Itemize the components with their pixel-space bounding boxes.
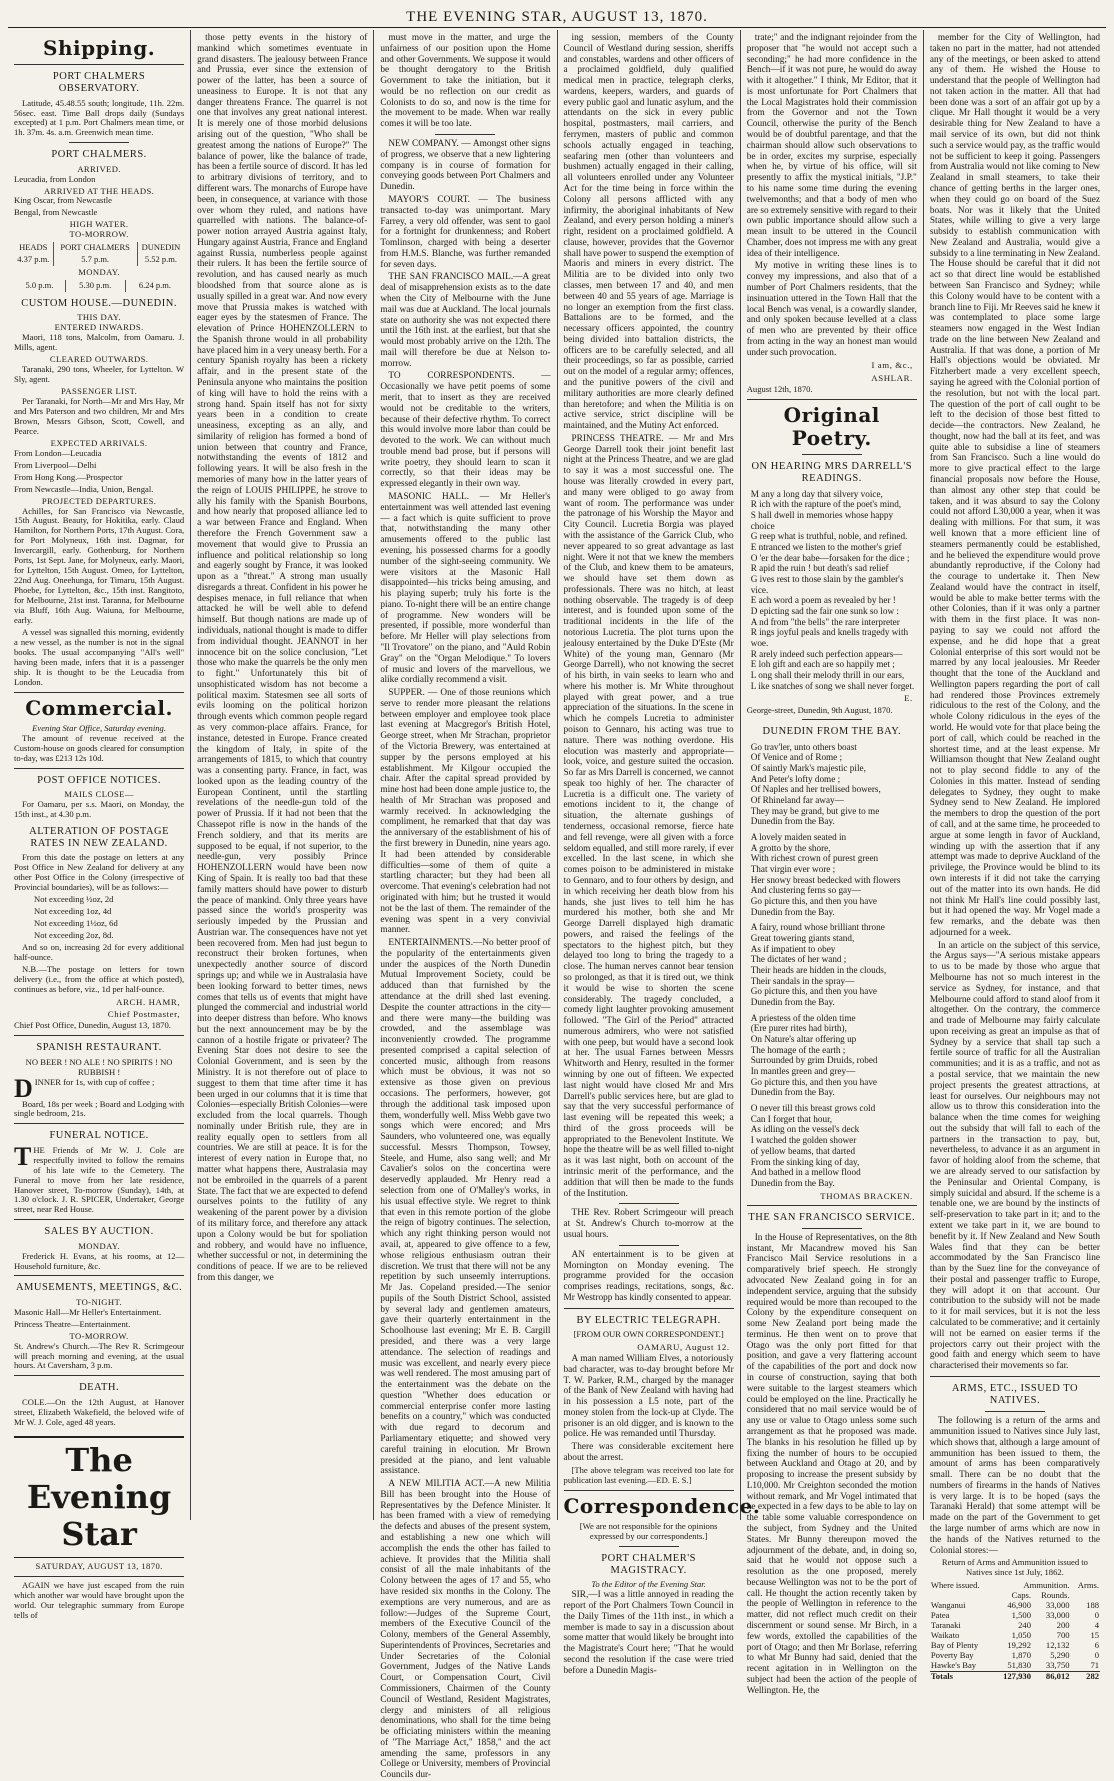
divider <box>802 719 862 720</box>
arms-cell-place: Bay of Plenty <box>930 1640 979 1651</box>
tide-header: HEADS <box>14 242 53 254</box>
column-2 <box>191 30 374 1520</box>
customs-heading: CUSTOM HOUSE.—DUNEDIN. <box>21 297 177 309</box>
poem-line: Her snowy breast bedecked with flowers <box>750 874 901 885</box>
poem-line: As idling on the vessel's deck <box>750 1124 860 1135</box>
news-item-correspondents: TO CORRESPONDENTS. — Occasionally we have petit poems of some merit, that to insert as they are received would not be creditable to the writers, because of their defective rhythm. To correct this would involve more labor than could be devoted to the work. We can without much trouble mend bad prose, but if persons will write poetry, they should learn to scan it correctly, so that their ideas may be expressed elegantly in their own way. <box>380 371 551 490</box>
passenger-heading: PASSENGER LIST. <box>60 385 138 396</box>
arms-cell-caps: 1,500 <box>1011 1610 1031 1621</box>
arms-cell-arms: 0 <box>1094 1650 1100 1661</box>
divider <box>747 1205 917 1206</box>
telegraph-sub: [FROM OUR OWN CORRESPONDENT.] <box>573 1328 724 1339</box>
divider <box>802 454 862 455</box>
poem-line: Dunedin from the Bay. <box>750 906 835 917</box>
telegraph-text: A man named William Elves, a notoriously bad character, was to-day brought before Mr T. W. Parker, R.M., charged by the manager of the Bank of New Zealand with having had in his possession a L5 note, part of the money stolen from the lock-up at Clyde. The prisoner is an old digger, and is known to the police. He was remanded until Thursday. <box>563 1353 734 1440</box>
divider <box>14 1123 184 1124</box>
poem-line: Go picture this, and then you have <box>750 986 877 997</box>
poem-line: E loh gift and each are so happily met ; <box>750 659 895 670</box>
masthead: THE EVENING STAR, AUGUST 13, 1870. <box>8 6 1106 28</box>
arrived-item: Leucadia, from London <box>14 173 96 184</box>
arms-cell-place: Wanganui <box>930 1600 966 1611</box>
amuse-day: TO-MORROW. <box>69 1330 129 1341</box>
divider <box>14 692 184 693</box>
amuse-item: St. Andrew's Church.—The Rev R. Scrimgeour will preach morning and evening, at the usual hours. At Caversham, 3 p.m. <box>14 1340 185 1371</box>
poem-title: ON HEARING MRS DARRELL'S READINGS. <box>751 461 913 485</box>
tide-cell: 5.7 p.m. <box>53 254 137 266</box>
postmaster-location: Chief Post Office, Dunedin, August 13, 1870. <box>14 1020 171 1031</box>
arms-total-arms: 282 <box>1071 1672 1100 1682</box>
postage-heading: ALTERATION OF POSTAGE RATES IN NEW ZEALAND. <box>29 826 170 850</box>
tide-cell: 6.24 p.m. <box>138 280 171 291</box>
poem-line: Of Naples and her trellised bowers, <box>750 784 881 795</box>
cleared-heading: CLEARED OUTWARDS. <box>49 353 149 364</box>
expected-heading: EXPECTED ARRIVALS. <box>50 437 148 448</box>
sales-text: Frederick H. Evans, at his rooms, at 12—Household furniture, &c. <box>14 1250 185 1271</box>
divider <box>14 64 184 65</box>
divider <box>619 1245 679 1246</box>
news-item-militia: A NEW MILITIA ACT.—A new Militia Bill has been brought into the House of Representatives by the Defence Minister. It has been framed with a view of remedying the defects and abuses of the present system, and establishing a new one which will accomplish the ends the other has failed to achieve. It provides that the Militia shall consist of all the male inhabitants of the Colony between the ages of 17 and 55, who have resided six months in the Colony. The exemptions are very numerous, and are as follow:—Judges of the Supreme Court, members of the Executive Council of the Colony, members of the General Assembly, Superintendents of Provinces, Secretaries and Under Secretaries of the Colonial Government, Judges of the Native Lands Court, or Compensation Court, Civil Commissioners, Chairmen of the County Council of Westland, Resident Magistrates, clergy and ministers of all religious denominations, who shall for the time being be officiating ministers within the meaning of "The Marriage Act," 1858," and the act amending the same, professors in any College or University, members of Provincial Councils dur- <box>380 1479 551 1781</box>
funeral-heading: FUNERAL NOTICE. <box>49 1130 149 1142</box>
arms-cell-caps: 51,830 <box>1007 1660 1031 1671</box>
telegraph-place: OAMARU, August 12. <box>637 1341 730 1352</box>
news-item-new-company: NEW COMPANY. — Amongst other signs of progress, we observe that a new lightering company is in course of formation for conveying goods between Port Chalmers and Dunedin. <box>380 139 551 193</box>
rate-text: And so on, increasing 2d for every additional half-ounce. <box>14 942 185 963</box>
news-item-entertainments: ENTERTAINMENTS.—No better proof of the popularity of the entertainments given under the auspices of the North Dunedin Mutual Improvement Society, could be adduced than that furnished by the attendance at the drill shed last evening. Despite the counter attractions in the city—and there were many—the building was crowded, and the assemblage was inconveniently crowded. The programme presented comprised a capital selection of concerted music, although from reasons which must be obvious, it was not so extensive as those given on previous occasions. The performers, however, got through the additional task imposed upon them, wonderfully well. Miss Webb gave two songs which were encored; and Mrs Saunders, who volunteered one, was equally successful. Messrs Thompson, Towsey, Steele, and Hume, also sang well; and Mr Cavalier's solos on the concertina were deservedly applauded. Mr Henry read a selection from one of O'Malley's works, in his usual effective style. We regret to think that even in this remote portion of the globe the reign of bigotry continues. The selection, which any right thinking person would not avail, at, appeared to give offence to a few, whose religious enthusiasm outran their discretion. We trust that there will not be any repetition by such unseemly interruptions. Mr Jas. Copeland presided.—The senior pupils of the South District School, assisted by several lady and gentlemen amateurs, gave their quarterly entertainment in the Schoolhouse last evening; Mr E. B. Cargill presided, and there was a very large attendance. The selection of readings and music was excellent, and nearly every piece was well rendered. The most amusing part of the entertainment was the debate on the question "Whether does education or commercial enterprise confer more lasting benefits on a country," which was conducted with due regard to decorum and Parliamentary etiquette; and showed very careful training in elocution. Mr Brown presided at the piano, and lent valuable assistance. <box>380 938 551 1477</box>
arms-total-label: Totals <box>930 1672 994 1682</box>
port-chalmers-heading: PORT CHALMERS. <box>51 149 147 161</box>
expected-item: From Liverpool—Delhi <box>14 459 97 470</box>
pc-magistracy-heading: PORT CHALMER'S MAGISTRACY. <box>601 1552 696 1577</box>
amuse-day: TO-NIGHT. <box>76 1296 123 1307</box>
rate-item: Not exceeding 2oz, 8d. <box>34 930 114 941</box>
this-day-label: THIS DAY. <box>77 312 121 323</box>
poem-line: I watched the golden shower <box>750 1135 857 1146</box>
poem-line: A priestess of the olden time <box>750 1012 856 1023</box>
poem-line: From the sinking king of day, <box>750 1156 860 1167</box>
editorial-text: those petty events in the history of mankind which sometimes eventuate in grand disasters. The jealousy between France and Prussia, ever since the extension of power of the latter, has been a source of uneasiness to Europe. It is not that any danger threatens France. The quarrel is not one that involves any great national interest. It is merely one of those morbid delusions arising out of the question, "Who shall be greatest among the nations of Europe?" The balance of power, like the balance of trade, has been a fertile source of discord. It has led to arbitrary divisions of territory, and to different wars. The monarchs of Europe have been, in consequence, at variance with those over whom they ruled, and nations have quarrelled with nations. The balance-of-power notion arrayed Austria against Italy, Hungary against Austria, France and England against Russia, numberless people against their rulers. It has been the fertile source of revolution, and has caused nearly as much bloodshed from that source alone as is usually spilled in a great war. And now every move that Prussia makes is watched with eager eyes by the statesmen of France. The elevation of Prince HOHENZOLLERN to the Spanish throne would in all probability have placed him in a very uneasy berth. For a century Spanish royalty has been a rickety affair, and in the present state of the Peninsula anyone who maintains the position of king will have to hold the reins with a strong hand. Spain itself has not for sixty years been in a condition to create uneasiness, excepting as an ally, and similarity of religion has formed a bond of union between that country and France, notwithstanding the events of 1812 and following years. It will be also fresh in the memories of many how in the latter years of the reign of LOUIS PHILIPPE, he strove to ally his family with the Spanish Bourbons, and how nearly that proposed alliance led to a war between France and England. When therefore the French Government saw a movement that would give to Prussia an influence and political relationship so long and eagerly sought by France, it was looked upon as a "threat." A strong man usually disregards a threat. Confident in his power he despises menace, in full reliance that when attacked he will be well able to defend himself. But though nations are made up of individuals, national thought is made to differ from individual thought. JEANNOT in her innocence bit on the solice conclusion, "Let those who make the quarrels be the only men to fight." Unfortunately this bit of unsophisticated wisdom has not become a political maxim. Statesmen see all sorts of evils looming on the political horizon through events which common people regard as very common-place affairs. France, for instance, detested in Europe. France created the kingdom of Italy, in spite of the arrangements of 1815, to which that country was a consenting party. France, in fact, was looked upon as the leading country of the European Continent, until the startling revelations of the needle-gun told of the power of Prussia. If it had not been that the Chassepot rifle is now in the hands of the French soldiery, and that its merits are supposed to be equal, if not superior, to the needle-gun, very possibly Prince HOHENZOLLERN would have been now King of Spain. It is really too bad that these family matters should have power to disturb the peace of mankind. Only three years have passed since the world's prosperity was seriously impeded by the Prussian and Austrian war. The consequences have not yet been recovered from. Men had just begun to reconstruct their broken fortunes, when unexpectedly another source of discord springs up; and while we in Australasia have been looking forward to better times, news comes that tells us of events that might have plunged the commercial and industrial world into deeper distress than before. Who knows but the next announcement may be by the cannon of a hostile frigate or privateer? The Evening Star does not desire to see the Colonial Government, and is seen by the Ministry. It is not therefore out of place to suggest to them that time after time it has been urged in our columns that it is time that Colonies—especially British Colonies—were excluded from the local quarrels. Though nominally under British rule, they are in reality equally open to settlers from all countries. We are still at peace. It is for the interest of every nation in Europe that, no matter what happens there, Australasia may not be embroiled in the quarrels of a parent State. The fact that we are expected to defend ourselves points to the futility of any weakening of the parent power by a division of its military force, and therefore any attack upon a Colony would be but for spoliation and robbery, and would have no influence, whether successful or not, in determining the conditions of peace. If we are to be relieved from this danger, we <box>197 33 368 1283</box>
news-item-princess-theatre: PRINCESS THEATRE. — Mr and Mrs George Darrell took their joint benefit last night at the Princess Theatre, and we are glad to say it was a most successful one. The house was literally crowded in every part, and many were obliged to go away from want of room. The performance was under the patronage of his Worship the Mayor and City Council. Lucretia Borgia was played with the assistance of the Garrick Club, who never appeared to so great advantage as last night. Were it not that we knew the members of the Club, and knew them to be amateurs, we should have set them down as professionals. There was no hitch, at least nothing observable. The tragedy is of deep interest, and is founded upon some of the traditional incidents in the life of the notorious Lucretia. The plot turns upon the jealousy entertained by the Duke D'Este (Mr White) of the young man, Gennaro (Mr George Darrell), who not knowing the secret of his birth, in vain seeks to learn who and where his mother is. Mr White throughout played with great power, and a true appreciation of the situations. In the scene in which he compels Lucretia to administer poison to Gennaro, his acting was true to nature. There was nothing overdone. His elocution was masterly and appropriate—look, voice, and gesture suited the occasion. So far as Mrs Darrell is concerned, we cannot speak too highly of her. The character of Lucretia is a difficult one. The variety of emotions incident to it, the change of situation, the alternate gushings of tenderness, occasional remorse, fierce hate and fell revenge, were all given with a force seldom equalled, and still more rarely, if ever excelled. In the last scene, in which she comes poison to be administered in mistake to Gennaro, and to four others by design, and in which receiving her death blow from his hands, she just lives to tell him he has murdered his mother, both she and Mr George Darrell displayed high dramatic powers, and raised the feelings of the spectators to the highest pitch, but they delayed too long to bring the tragedy to a close. The human nerves cannot bear tension so prolonged, as that it is tired out, we think it would be wise to shorten the scene considerably. The tragedy concluded, a comedy light laughter provoking amusement followed. "The Girl of the Period" attracted numerous admirers, who were not satisfied with one peep, but would have a second look at her. The usual Farnes between Messrs Whitworth and Henry, resulted in the former winning by one out of fifteen. We expected last night would have closed Mr and Mrs Darrell's public services here, but are glad to say that the very successful performance of last evening will be repeated this week; a third of the gross proceeds will be appropriated to the Benevolent Institute. We hope the theatre will be as well filled to-night as it was last night, both on account of the intrinsic merit of the performance, and the addition that will then be made to the funds of the Institution. <box>563 433 734 1199</box>
arms-cell-place: Patea <box>930 1610 950 1621</box>
editorial-lead: AGAIN we have just escaped from the ruin which another war would have brought upon the world. Our telegraphic summary from Europe tells of <box>14 1579 185 1620</box>
poem-line: The dictates of her wand ; <box>750 954 847 965</box>
arms-cell-place: Waikato <box>930 1630 960 1641</box>
argus-article: In an article on the subject of this service, the Argus says—"A serious mistake appears to us to be made by those who argue that Melbourne has not so much interest in the service as Sydney, for instance, and that Melbourne could afford to stand aloof from it altogether. On the contrary, the commerce and trade of Melbourne may fairly calculate upon receiving as great an impulse as that of Sydney by a service that shall tap such a fertile source of traffic for all the Australian communities; and it is as a traffic, and not as a postal service, that we maintain the new project presents the greatest attractions, at least for ourselves. Our neighbours may not allow us to throw this consideration into the balance when the time comes for weighing out the subsidy that will fall to each of the partners in the transaction to pay, but, nevertheless, to advance it as an argument in favor of holding aloof from the scheme, that we are already served to our satisfaction by the Peninsular and Oriental Company, is simply suicidal and absurd. If the scheme is a tenable one, we are bound by the instincts of self-preservation to take part in it; and to the extent we take part in it, we are bound to benefit by it. If New Zealand and New South Wales find that they can be better accommodated by the San Francisco line than by the Suez line for the conveyance of their postal and passenger traffic to Europe, they will adopt it on that account. Our contribution to the subsidy will not be made to it for mail services, but it is not the less calculated to be commerative; and it certainly will not be earned on easier terms if the projectors carry out their project with the good faith and energy which seem to have characterised their movements so far. <box>929 940 1101 1372</box>
poem-line: On Nature's altar offering up <box>750 1034 857 1045</box>
poem-line: And Peter's lofty dome ; <box>750 773 841 784</box>
news-item-mornington: AN entertainment is to be given at Mornington on Monday evening. The programme provided for the occasion comprises readings, recitations, songs, &c. Mr Westropp has kindly consented to appear. <box>563 1249 734 1303</box>
poem-line: R apid the ruin ! but death's sad relief <box>750 563 889 574</box>
projected-text: Achilles, for San Francisco via Newcastle, 15th August. Beauty, for Hokitika, early. Claud Hamilton, for Northern Ports, 17th August. Cora, for Port Molyneux, 16th inst. Dagmar, for Invercargill, early. Gothenburg, for Northern Ports, 1st Sept. Jane, for Molyneux, early. Maori, for Lyttelton, 15th August. Omeo, for Lyttelton, 22nd Aug. Oneehunga, for Timaru, 15th August. Phoebe, for Lyttelton, &c., 15th inst. Rangitoto, for Melbourne, 21st inst. Taranna, for Melbourne via Bluff, 16th Aug. Waiuna, for Melbourne, early. <box>14 505 185 626</box>
arms-table-title: Return of Arms and Ammunition issued to Natives since 1st July, 1862. <box>941 1557 1088 1578</box>
sf-service-text: In the House of Representatives, on the 8th instant, Mr Macandrew moved his San Francisco Mail Service resolutions in a comparatively brief speech. He strongly advocated New Zealand going in for an independent service, arguing that the subsidy required would be more than recouped to the Colony by the expenditure consequent on some New Zealand port being made the terminus. He then went on to prove that Otago was the only port fitted for that position, and gave a very flattering account of the capabilities of the port and dock now in course of construction, saying that both were suitable to the largest steamers which could be employed on the line. Practically he considered that no mail service would be of any use or value to Otago unless some such arrangement as that he proposed was made. The blanks in his resolution he filled up by fixing the number of hours to be occupied between Auckland and Otago at 20, and by proposing to increase the present subsidy by L10,000. Mr Creighton seconded the motion without remark, and Mr Vogel intimated that he expected in a few days to be able to lay on the table some valuable correspondence on the subject, from Sydney and the United States. Mr Bunny thereupon moved the adjournment of the debate, and, in doing so, said that he would not oppose such a resolution as the one proposed, merely because Wellington was not to be the port of call. He thought the action recently taken by the people of Wellington in reference to the matter, did not reflect much credit on their discernment or sound sense. Mr Birch, in a few words, extolled the capabilities of the port of Otago; and then Mr Borlase, referring to what Mr Bunny had said, denied that the recent agitation in in Wellington on the subject had been the action of the people of Wellington. He, the <box>746 1232 917 1696</box>
divider <box>619 1546 679 1547</box>
divider <box>14 1219 184 1220</box>
poem-line: As if impatient to obey <box>750 943 836 954</box>
arms-total-rounds: 86,012 <box>1032 1672 1071 1682</box>
poem-place: George-street, Dunedin, 9th August, 1870. <box>746 704 893 715</box>
divider <box>564 1490 734 1491</box>
heads-item: King Oscar, from Newcastle <box>14 195 112 206</box>
poem-title: DUNEDIN FROM THE BAY. <box>762 726 902 738</box>
entered-text: Maori, 118 tons, Malcolm, from Oamaru. J. Mills, agent. <box>14 332 185 352</box>
arms-cell-place: Poverty Bay <box>930 1650 974 1661</box>
poem-line: Of saintly Mark's majestic pile, <box>750 762 866 773</box>
divider <box>69 142 129 143</box>
poem-line: Their sandals in the spray— <box>750 975 855 986</box>
divider <box>747 399 917 400</box>
arms-table-body <box>930 1601 1100 1671</box>
correspondence-note: [We are not responsible for the opinions expressed by our correspondents.] <box>579 1520 718 1541</box>
poem-line: Great towering giants stand, <box>750 933 855 944</box>
news-item-sf-mail: THE SAN FRANCISCO MAIL.—A great deal of misapprehension exists as to the date when the City of Melbourne with the June mail was due at Auckland. The local journals state on authority she was not expected there until the 16th inst. at the earliest, but that she would most probably arrive on the 12th. The mail will therefore be due at Nelson to-morrow. <box>380 272 551 369</box>
poem-line: And bathed in a mellow flood <box>750 1167 861 1178</box>
amusements-heading: AMUSEMENTS, MEETINGS, &C. <box>15 1282 183 1294</box>
poem-line: A fairy, round whose brilliant throne <box>750 922 885 933</box>
tide-table <box>14 242 184 266</box>
entered-heading: ENTERED INWARDS. <box>54 322 144 333</box>
poem-acrostic <box>747 489 917 692</box>
poem-line: A grotto by the shore, <box>750 842 831 853</box>
poem-line: R ich with the rapture of the poet's mind, <box>750 499 902 510</box>
commercial-text: The amount of revenue received at the Custom-house on goods cleared for consumption to-day, was £213 12s 10d. <box>14 733 185 764</box>
arms-cell-rounds: 5,290 <box>1050 1650 1070 1661</box>
tide-day-label: TO-MORROW. <box>69 229 129 240</box>
sales-heading: SALES BY AUCTION. <box>44 1226 154 1238</box>
poem-line: R ings joyful peals and knells tragedy with woe. <box>750 627 909 648</box>
divider <box>14 1275 184 1276</box>
postage-text: From this date the postage on letters at any Post Office in New Zealand for delivery at any other Post Office in the Colony (irrespective of Provincial boundaries), will be as follows:— <box>14 852 185 893</box>
telegraph-note: [The above telegram was received too late for publication last evening.—ED. E. S.] <box>563 1464 734 1485</box>
passenger-text: Per Taranaki, for North—Mr and Mrs Hay, Mr and Mrs Paterson and two children, Mr and Mrs Brown, Messrs Gibson, Scott, Cowell, and Pearce. <box>14 395 185 436</box>
poem-line: R arely indeed such perfection appears— <box>750 648 903 659</box>
poem-signature: E. <box>904 693 913 704</box>
poem-line: M any a long day that silvery voice, <box>750 488 883 499</box>
arms-table <box>930 1581 1100 1682</box>
column-1 <box>8 30 191 1620</box>
sales-day: MONDAY. <box>78 1240 120 1251</box>
arms-cell-caps: 46,900 <box>1007 1600 1031 1611</box>
sf-service-heading: THE SAN FRANCISCO SERVICE. <box>748 1211 916 1223</box>
arms-text: The following is a return of the arms and ammunition issued to Natives since July last, which shows that, although a large amount of ammunition has been issued to them, the amount of arms has been comparatively small. There can be no doubt that the numbers of firearms in the hands of Natives is very large. It is to be hoped (says the Taranaki Herald) that some attempt will be made on the part of the Government to get the large number of arms which are now in the hands of the Natives returned to the Colonial stores:— <box>929 1416 1101 1556</box>
poem-line: E ach word a poem as revealed by her ! <box>750 595 896 606</box>
rate-item: Not exceeding ½oz, 2d <box>34 894 114 905</box>
poem-line: O 'er the dear babe—forsaken for the dice ; <box>750 552 910 563</box>
news-item-rev: THE Rev. Robert Scrimgeour will preach at St. Andrew's Church to-morrow at the usual hours. <box>563 1208 734 1240</box>
editorial-conclusion: must move in the matter, and urge the unfairness of our position upon the Home and other Governments. We suppose it would be thought derogatory to the British Government to take the initiation, but it would be no reflection on our credit as Colonists to do so, and now is the time for the movement to be made. When war really comes it will be too late. <box>380 33 551 130</box>
divider <box>930 1376 1100 1377</box>
poem-line: That virgin ever wore ; <box>750 864 836 875</box>
arrived-heading: ARRIVED. <box>77 163 121 174</box>
poem-line: Go picture this, and then you have <box>750 896 877 907</box>
arms-cell-arms: 188 <box>1086 1600 1100 1611</box>
arms-cell-caps: 1,870 <box>1011 1650 1031 1661</box>
commercial-heading: Commercial. <box>25 695 173 720</box>
arms-cell-caps: 19,292 <box>1007 1640 1031 1651</box>
dinner-text: INNER for 1s, with cup of coffee ; <box>34 1076 155 1087</box>
tide-cell: 5.0 p.m. <box>14 280 65 292</box>
poem-line: Dunedin from the Bay. <box>750 997 835 1008</box>
sf-service-continued: member for the City of Wellington, had taken no part in the matter, had not attended any of the meetings, or been asked to attend any of them. He wished the House to understand that the people of Wellington had not taken action in the matter. All that had been done was a sort of an affair got up by a clique. Mr Hall thought it would be a very desirable thing for New Zealand to have a mail service of its own, but did not think such a service would pay, as the traffic would not be sufficient to keep it going. Passengers from Australia would not like coming to New Zealand in small steamers, to take their chance of getting berths in the larger ones, when they could go on board of the Suez boats. Nor was it likely that the United States, while willing to give a very large subsidy to establish communication with New Zealand and Australia, would give a subsidy to a line terminating in New Zealand. The House should be careful that it did not act so that direct line would be established between San Francisco and Sydney; while this Colony would have to be content with a branch line to Fiji. Mr Reeves said he knew it was contemplated to place some large steamers now engaged in the West Indian trade on the line between New Zealand and Australia. If that was done, a portion of Mr Hall's objections would be obviated. Mr Fitzherbert made a very excellent speech, saying he agreed with the Colonial portion of the resolution, but not with the local part. The question of the port of call ought to be left to the decision of those best fitted to decide—the contractors. New Zealand, he thought, now had the ball at its feet, and was quite able to subsidise a line of steamers from San Francisco. Such a line would do more to give practical effect to the large financial proposals now before the House, than almost any other step that could be taken, and it was absurd to say the Colony could not afford L30,000 a year, when it was dealing with millions. For that sum, it was well known that a more efficient line of steamers permanently could be established, and he believed the expenditure would prove abundantly reproductive, if the Colony had the courage to undertake it. Then New Zealand would have the contract in itself, would be able to make better terms with the other Colonies, than if it was only a partner with them in the first place. It was non-paying to say we could not afford the expense, and he did hope that a great Colonial enterprise of this sort would not be marred by any local jealousies. Mr Reeder thought that the tone of the Auckland and Wellington papers regarding the port of call had rendered those Provinces extremely ridiculous to the rest of the Colony, and the whole Colony ridiculous in the eyes of the world. He would vote for that place being the port of call, which could be reached in the shortest time, and at the least expense. Mr Williamson thought that New Zealand ought not to play second fiddle to any of the Colonies in this matter. Instead of sending delegates to Sydney, they ought to make Sydney send to New Zealand. He implored the members to drop the question of the port of call, and at the same time, he proceeded to argue at some length in favor of Auckland, winding up with the assertion that if any attempt was made to deprive Auckland of the privilege, the Province would be blind to its own interests if it did not take the carrying out of the matter into its own hands. He did not think Mr Hall's line could possibly last, but it had opened the way. Mr Vogel made a few remarks, and the debate was then adjourned for a week. <box>929 33 1101 938</box>
pc-magistracy-to: To the Editor of the Evening Star. <box>591 1579 706 1590</box>
heads-heading: ARRIVED AT THE HEADS. <box>43 185 155 196</box>
death-text: COLE.—On the 12th August, at Hanover street, Elizabeth Wakefield, the beloved wife of Mr W. J. Cole, aged 48 years. <box>14 1396 185 1427</box>
poem-line: (Ere purer rites had birth), <box>750 1023 847 1034</box>
divider <box>14 1375 184 1376</box>
divider <box>14 1576 184 1577</box>
arms-row <box>930 1661 1100 1671</box>
expected-item: From London—Leucadia <box>14 447 102 458</box>
arms-cell-rounds: 33,000 <box>1045 1600 1070 1611</box>
poem-line: Their heads are hidden in the clouds, <box>750 965 887 976</box>
arms-cell-arms: 4 <box>1094 1620 1100 1631</box>
arms-col-header: Caps. <box>1011 1590 1031 1601</box>
rate-item: Not exceeding 1½oz, 6d <box>34 918 118 929</box>
telegraph-text-2: There was considerable excitement here about the arrest. <box>563 1442 734 1463</box>
mails-text: For Oamaru, per s.s. Maori, on Monday, the 15th inst., at 4.30 p.m. <box>14 799 185 820</box>
columns <box>8 30 1106 1781</box>
column-6 <box>924 30 1106 1682</box>
poem-line: G ives rest to those slain by the gambler's vice. <box>750 573 904 595</box>
poem-line: Dunedin from the Bay. <box>750 1177 835 1188</box>
divider <box>802 1228 862 1229</box>
expected-item: From Newcastle—India, Union, Bengal. <box>14 483 154 494</box>
shipping-heading: Shipping. <box>43 36 156 60</box>
column-3 <box>374 30 557 1781</box>
amuse-item: Masonic Hall—Mr Heller's Entertainment. <box>14 1306 162 1317</box>
column-5 <box>741 30 924 1696</box>
poem-line: Can I forget that hour, <box>750 1113 833 1124</box>
divider <box>435 134 495 135</box>
arms-cell-caps: 240 <box>1018 1620 1031 1631</box>
news-item-mayors-court: MAYOR'S COURT. — The business transacted to-day was unimportant. Mary Farrey, a very old offender, was sent to gaol for a fortnight for drunkenness; and Robert Tomlinson, charged with being a deserter from H.M.S. Blanche, was further remanded for seven days. <box>380 194 551 270</box>
arms-col-header: Arms. <box>1077 1580 1100 1591</box>
pc-magistracy-text: SIR,—I was a little annoyed in reading the report of the Port Chalmers Town Council in the Daily Times of the 11th inst., in which a member is made to say in a discussion about some matter that would likely be brought into the Magistrate's Court here; "That he would second the resolution if the case were tried before a Dunedin Magis- <box>563 1590 734 1676</box>
drop-cap: D <box>14 1073 33 1103</box>
arms-col-header: Rounds. <box>1041 1590 1070 1601</box>
letter-continued: trate;" and the indignant rejoinder from the proposer that "he would not accept such a seconding;" he had more confidence in the Bench—if it was not pure, he would do away with it altogether." I think, Mr Editor, that it is most unfortunate for Port Chalmers that the Local Magistrates hold their commission from the Governor and not the Town Council, otherwise the purity of the Bench would be of doubtful parentage, and that the chairman should allow such observations to be in order, excites my surprise, especially when he, by virtue of his office, will sit presently to affix the mystical initials, "J.P." to his name some time during the evening twelvemonths; and that a body of men who are so extremely sensitive with regard to their own public importance should allow such a mean insult to be uttered in the Council Chamber, does not impress me with any great idea of their intelligence. <box>746 33 917 259</box>
tide-cell: 5.30 p.m. <box>65 280 125 292</box>
cleared-text: Taranaki, 290 tons, Wheeler, for Lyttelton. W Sly, agent. <box>14 363 185 384</box>
poem-line: S hall dwell in memories whose happy choice <box>750 509 894 531</box>
poetry-heading: Original Poetry. <box>783 402 880 450</box>
poem-line: Dunedin from the Bay. <box>750 1087 835 1098</box>
arms-cell-arms: 15 <box>1090 1630 1100 1641</box>
projected-heading: PROJECTED DEPARTURES. <box>41 495 157 506</box>
tide-table <box>14 280 184 292</box>
poem-line: A lovely maiden seated in <box>750 832 847 843</box>
arms-cell-rounds: 700 <box>1056 1630 1070 1641</box>
arms-cell-rounds: 33,000 <box>1045 1610 1070 1621</box>
poem-line: O never till this breast grows cold <box>750 1103 876 1114</box>
arms-heading: ARMS, ETC., ISSUED TO NATIVES. <box>951 1382 1079 1407</box>
spanish-heading: SPANISH RESTAURANT. <box>36 1042 162 1054</box>
death-heading: DEATH. <box>79 1382 120 1394</box>
letter-sign-off: I am, &c., <box>871 360 913 371</box>
poem-line: Of Rhineland far away— <box>750 795 844 805</box>
funeral-text: HE Friends of Mr W. J. Cole are respectfully invited to follow the remains of his late wife to the Cemetery. The Funeral to move from her late residence, Hanover street, To-morrow (Sunday), 14th, at 1.30 o'clock. J. R. SPICER, Undertaker, George street, near Red House. <box>14 1144 185 1215</box>
poem-line: E ntranced we listen to the mother's grief <box>750 541 902 552</box>
rate-item: Not exceeding 1oz, 4d <box>34 906 112 917</box>
divider <box>14 1035 184 1036</box>
post-office-heading: POST OFFICE NOTICES. <box>37 775 162 787</box>
poem-line: G reep what is truthful, noble, and refined. <box>750 531 908 542</box>
arms-cell-arms: 71 <box>1090 1660 1100 1671</box>
high-water-heading: HIGH WATER. <box>69 219 129 230</box>
drop-cap: T <box>14 1141 32 1171</box>
arms-cell-arms: 0 <box>1094 1610 1100 1621</box>
correspondence-heading: Correspondence. <box>563 1493 761 1518</box>
board-text: Board, 18s per week ; Board and Lodging with single bedroom, 21s. <box>14 1098 185 1119</box>
news-item-masonic-hall: MASONIC HALL. — Mr Heller's entertainment was well attended last evening — a fact which is quite sufficient to prove that, notwithstanding the many other amusements offered to the public last evening, his possessed charms for a goodly number of the sight-seeing community. We were visitors at the Masonic Hall disappointed—his tricks being amusing, and his playing superb; truly his forte is the piano. To-night there will be an entire change of programme. New wonders will be presented, if possible, more wonderful than before. Mr Heller will play selections from "Il Trovatore" on the piano, and "Auld Robin Gray" on the "Organ Melodique." To lovers of music and lovers of the marvellous, we alike cordially recommend a visit. <box>380 492 551 686</box>
arms-cell-caps: 1,050 <box>1011 1630 1031 1641</box>
amuse-item: Princess Theatre—Entertainment. <box>14 1318 131 1329</box>
letter-signature: ASHLAR. <box>871 372 913 383</box>
arms-cell-rounds: 33,750 <box>1045 1660 1070 1671</box>
divider <box>14 768 184 769</box>
poem-line: In mantles green and grey— <box>750 1066 856 1077</box>
tide-header: PORT CHALMERS <box>53 242 137 254</box>
poem-line: A nd from "the bells" the rare interpreter <box>750 616 900 627</box>
spanish-sub: NO BEER ! NO ALE ! NO SPIRITS ! NO RUBBISH ! <box>25 1056 173 1077</box>
postmaster-name: ARCH. HAMR, <box>116 997 181 1008</box>
expected-item: From Hong Kong.—Prospector <box>14 471 123 482</box>
tide-header: DUNEDIN <box>141 242 181 253</box>
poem-line: Go picture this, and then you have <box>750 1076 877 1087</box>
tide-cell: 5.52 p.m. <box>144 254 178 265</box>
tide-cell: 4.37 p.m. <box>14 254 53 266</box>
poem-line: With richest crown of purest green <box>750 853 879 864</box>
arms-cell-arms: 6 <box>1094 1640 1100 1651</box>
mails-heading: MAILS CLOSE— <box>64 789 134 800</box>
poem-line: The homage of the earth ; <box>750 1044 846 1055</box>
poem-line: Go trav'ler, unto others boast <box>750 741 857 752</box>
arms-cell-place: Hawke's Bay <box>930 1660 977 1671</box>
observatory-text: Latitude, 45.48.55 south; longitude, 11h. 22m. 56sec. east. Time Ball drops daily (Sundays excepted) at 1 p.m. Port Chalmers mean time, or 1h. 37m. 4s. a.m. Greenwich mean time. <box>14 97 185 138</box>
divider <box>564 1308 734 1309</box>
paper-title: The Evening Star <box>14 1436 184 1558</box>
observatory-heading: PORT CHALMERS OBSERVATORY. <box>52 71 146 95</box>
poem-line: Dunedin from the Bay. <box>750 816 835 827</box>
arms-total-caps: 127,930 <box>994 1672 1032 1682</box>
arms-col-header: Ammunition. <box>1023 1580 1070 1591</box>
poem-line: of yellow beams, that darted <box>750 1145 856 1156</box>
news-item-supper: SUPPER. — One of those reunions which serve to render more pleasant the relations between employer and employee took place last evening at Macgregor's British Hotel, George street, when Mr Strachan, proprietor of the Victoria Brewery, was entertained at supper by the persons employed at his establishment. Mr Kilgour occupied the chair. After the capital spread provided by mine host had been done ample justice to, the health of Mr Strachan was proposed and warmly received. In acknowledging the compliment, he remarked that that day was the anniversary of the establishment of his of the first brewery in Dunedin, nine years ago. It had been attended by considerable difficulties—some of them of quite a startling character; but they had been all overcome. That evening's celebration had not originated with him; but he trusted it would not be the last of them. The remainder of the evening was spent in a very convivial manner. <box>380 688 551 936</box>
poem-dunedin <box>747 742 917 1189</box>
poem-line: Of Venice and of Rome ; <box>750 752 843 763</box>
arms-col-header: Where issued. <box>930 1580 980 1591</box>
commercial-sub: Evening Star Office, Saturday evening. <box>32 723 166 734</box>
divider <box>985 1411 1045 1412</box>
postmaster-title: Chief Postmaster, <box>107 1009 181 1020</box>
paper-date: SATURDAY, AUGUST 13, 1870. <box>35 1560 163 1571</box>
poem-signature: THOMAS BRACKEN. <box>820 1190 913 1201</box>
letter-date: August 12th, 1870. <box>746 383 813 394</box>
telegraph-heading: BY ELECTRIC TELEGRAPH. <box>576 1314 721 1326</box>
militia-continued: ing session, members of the County Council of Westland during session, sheriffs and constables, wardens and other officers of a proclaimed goldfield, duly qualified medical men in practice, telegraph clerks, wardens, keepers, warders, and guards of every public gaol and lunatic asylum, and the attendants on the sick in every public hospital, postmasters, mail carriers, and ferrymen, masters of public and common schools actually engaged in teaching, seafaring men (other than volunteers and bushmen) actually engaged in their calling, all volunteers enrolled under any Volunteer Act for the time being in force within the Colony all persons afflicted with any infirmity, the aboriginal inhabitants of New Zealand, and every person holding a miner's right, resident on a proclaimed goldfield. A clause, however, provides that the Governor shall have power to suspend the exemption of Maoris and miners in every district. The Militia are to be divided into only two classes, men between 17 and 40, and men between 40 and 55 years of age. Marriage is no longer an exemption from the first class. Battalions are to be formed, and the necessary officers appointed, the country being divided into battalion districts, the officers are to be carefully selected, and all their proceedings, so far as possible, carried out on the model of a regular army; offences, and the punitive powers of the civil and military authorities are more clearly defined than heretofore; and when the Militia is on active service, strict discipline will be maintained, and the Mutiny Act enforced. <box>563 33 734 432</box>
poem-line: L ong shall their melody thrill in our ears, <box>750 669 905 680</box>
poem-line: L ike snatches of song we shall never forget. <box>750 680 915 691</box>
nb-text: N.B.—The postage on letters for town delivery (i.e., from the office at which posted), continues as before, viz., 1d per half-ounce. <box>14 964 185 995</box>
poem-line: And clustering ferns so gay— <box>750 885 861 896</box>
arms-cell-place: Taranaki <box>930 1620 961 1631</box>
column-4 <box>558 30 761 1676</box>
poem-line: They may be grand, but give to me <box>750 805 880 816</box>
divider <box>619 1203 679 1204</box>
arms-cell-rounds: 12,132 <box>1045 1640 1070 1651</box>
poem-line: Surrounded by grim Druids, robed <box>750 1055 878 1066</box>
tide-day-label: MONDAY. <box>78 267 120 278</box>
heads-item: Bengal, from Newcastle <box>14 207 98 218</box>
letter-continued-2: My motive in writing these lines is to convey my impressions, and also that of a number of Port Chalmers residents, that the insinuation uttered in the Town Hall that the local Bench was venal, is a cowardly slander, and only spoken because levelled at a class of men who are prevented by their office from acting in the way an honest man would under such provocation. <box>746 261 917 358</box>
poem-line: D epicting sad the fair one sunk so low : <box>750 605 899 616</box>
arms-cell-rounds: 200 <box>1056 1620 1070 1631</box>
vessel-text: A vessel was signalled this morning, evidently a new vessel, as the number is not in the signal books. The usual accompanying "All's well" having been made, infers that it is a passenger ship. It is thought to be the Leucadia from London. <box>14 627 185 687</box>
